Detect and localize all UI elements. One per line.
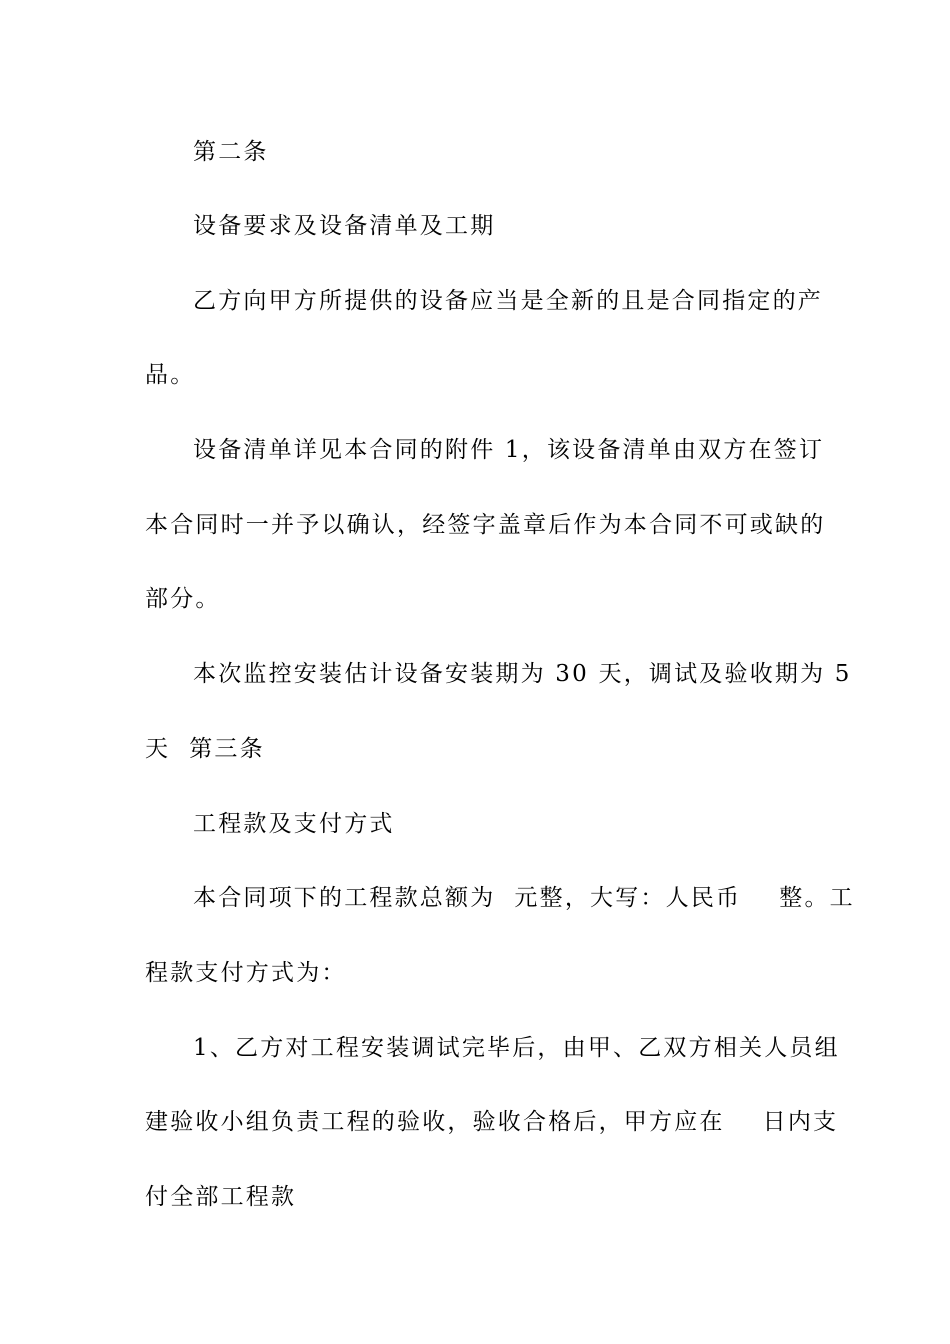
article-2-title: 设备要求及设备清单及工期 (193, 213, 496, 239)
paragraph-line: 天 第三条 (145, 736, 265, 762)
paragraph-line: 部分。 (145, 586, 221, 612)
paragraph-line: 乙方向甲方所提供的设备应当是全新的且是合同指定的产 (193, 288, 823, 314)
paragraph-line: 建验收小组负责工程的验收，验收合格后，甲方应在 日内支 (145, 1109, 839, 1135)
paragraph-line: 本合同时一并予以确认，经签字盖章后作为本合同不可或缺的 (145, 512, 826, 538)
paragraph-line: 本次监控安装估计设备安装期为 30 天，调试及验收期为 5 (193, 661, 852, 687)
paragraph-line: 品。 (145, 362, 196, 388)
paragraph-line: 设备清单详见本合同的附件 1，该设备清单由双方在签订 (193, 437, 825, 463)
article-3-title: 工程款及支付方式 (193, 811, 395, 837)
paragraph-line: 付全部工程款 (145, 1184, 297, 1210)
article-2-heading: 第二条 (193, 139, 269, 165)
paragraph-line: 1、乙方对工程安装调试完毕后，由甲、乙双方相关人员组 (193, 1035, 840, 1061)
paragraph-line: 程款支付方式为： (145, 960, 347, 986)
paragraph-line: 本合同项下的工程款总额为 元整，大写：人民币 整。工 (193, 885, 855, 911)
